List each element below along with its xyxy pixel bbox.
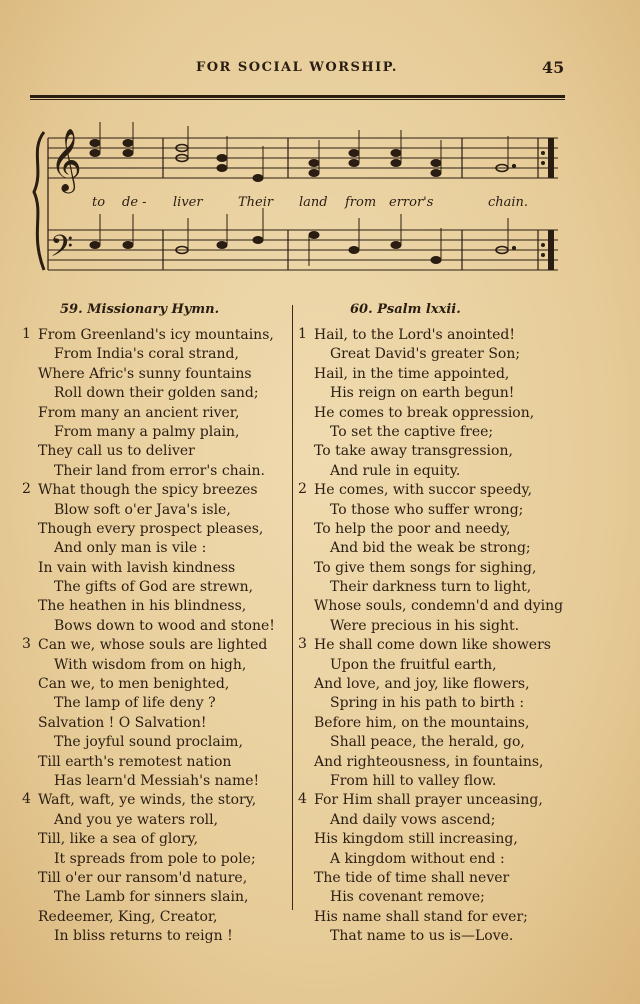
verse-line: From many a palmy plain,: [54, 423, 240, 440]
repeat-dot: [541, 243, 545, 247]
verse-line: Salvation ! O Salvation!: [38, 714, 207, 731]
bass-clef: 𝄢: [50, 230, 74, 271]
repeat-dot: [541, 161, 545, 165]
bass-staff: [48, 230, 558, 270]
verse-line: Waft, waft, ye winds, the story,: [38, 792, 257, 809]
running-head: [0, 58, 640, 82]
stanza: [298, 326, 598, 481]
note: [431, 170, 441, 177]
verse-line: From Greenland's icy mountains,: [38, 327, 274, 343]
verse-line: Spring in his path to birth :: [330, 695, 525, 712]
final-barline-treble: [548, 138, 554, 178]
verse-line: And only man is vile :: [54, 540, 207, 557]
note: [90, 150, 100, 157]
verse-line: To take away transgression,: [314, 443, 513, 460]
stanza: [22, 481, 290, 636]
note: [309, 232, 319, 239]
verse-line: It spreads from pole to pole;: [54, 850, 256, 867]
verse-line: To give them songs for sighing,: [314, 559, 537, 576]
hymn-60: [298, 300, 598, 947]
stanza: [22, 791, 290, 946]
verse-line: To those who suffer wrong;: [330, 501, 524, 518]
hymn-title: 59. Missionary Hymn.: [60, 302, 220, 317]
verse-line: To help the poor and needy,: [314, 520, 511, 537]
lyric-syllable: error's: [389, 195, 434, 210]
note: [349, 247, 359, 254]
verse-line: With wisdom from on high,: [54, 656, 247, 673]
verse-line: Their land from error's chain.: [54, 462, 265, 479]
lyric-syllable: Their: [238, 195, 274, 210]
verse-line: Till earth's remotest nation: [38, 753, 232, 770]
system-brace: [34, 132, 44, 270]
lyric-syllable: to: [92, 195, 106, 210]
verse-line: Has learn'd Messiah's name!: [54, 772, 260, 789]
verse-line: Whose souls, condemn'd and dying: [314, 598, 564, 615]
repeat-dot: [541, 253, 545, 257]
verse-line: The heathen in his blindness,: [38, 598, 247, 615]
hymn-59: [22, 300, 290, 947]
stanza-number: 2: [298, 481, 307, 498]
verse-line: To set the captive free;: [330, 423, 494, 440]
verse-line: Though every prospect pleases,: [38, 520, 264, 537]
stanza: [298, 481, 598, 636]
stanza-number: 4: [298, 791, 307, 808]
verse-line: And bid the weak be strong;: [330, 540, 531, 557]
verse-line: Till, like a sea of glory,: [38, 831, 199, 848]
final-barline-bass: [548, 230, 554, 270]
header-rule: [30, 95, 565, 98]
header-rule-thin: [30, 99, 565, 100]
note: [309, 170, 319, 177]
verse-line: His kingdom still increasing,: [314, 831, 518, 848]
verse-line: And you ye waters roll,: [54, 811, 219, 828]
verse-line: And rule in equity.: [330, 462, 461, 479]
verse-line: Can we, to men benighted,: [38, 676, 230, 693]
stanza: [22, 636, 290, 791]
note: [391, 150, 401, 157]
verse-line: Roll down their golden sand;: [54, 385, 259, 402]
verse-line: His name shall stand for ever;: [314, 908, 528, 925]
verse-line: His reign on earth begun!: [330, 385, 515, 402]
verse-line: Hail, to the Lord's anointed!: [314, 327, 515, 343]
verse-line: In vain with lavish kindness: [38, 559, 236, 576]
verse-line: His covenant remove;: [330, 889, 485, 906]
stanza-number: 4: [22, 791, 31, 808]
note: [123, 140, 133, 147]
note: [90, 242, 100, 249]
note: [253, 175, 263, 182]
verse-line: They call us to deliver: [38, 443, 195, 460]
verse-line: He comes, with succor speedy,: [314, 482, 533, 499]
lyric-syllable: land: [299, 195, 328, 210]
verse-line: Blow soft o'er Java's isle,: [54, 501, 231, 518]
note: [391, 160, 401, 167]
note: [123, 150, 133, 157]
running-title: FOR SOCIAL WORSHIP.: [196, 60, 398, 75]
verse-line: From India's coral strand,: [54, 346, 239, 363]
verse-line: The lamp of life deny ?: [54, 695, 216, 712]
stanza-number: 1: [298, 326, 307, 342]
lyric-syllable: chain.: [488, 195, 529, 210]
note: [309, 160, 319, 167]
note: [431, 160, 441, 167]
verse-line: Great David's greater Son;: [330, 346, 521, 363]
note: [123, 242, 133, 249]
treble-notes: [90, 122, 516, 182]
lyric-syllable: from: [345, 195, 377, 210]
stanza: [22, 326, 290, 481]
stanza-number: 3: [22, 636, 31, 653]
verse-line: Till o'er our ransom'd nature,: [38, 869, 248, 886]
lyric-syllable: de -: [122, 195, 147, 210]
bass-notes: [90, 208, 516, 266]
verse-line: From hill to valley flow.: [330, 772, 497, 789]
note: [391, 242, 401, 249]
verse-line: Redeemer, King, Creator,: [38, 908, 218, 925]
verse-line: A kingdom without end :: [330, 850, 505, 867]
repeat-dot: [541, 151, 545, 155]
lyric-syllable: liver: [173, 195, 203, 210]
note: [349, 160, 359, 167]
verse-line: In bliss returns to reign !: [54, 928, 233, 945]
stanza: [298, 791, 598, 946]
stanza-number: 1: [22, 326, 31, 342]
stanza-number: 2: [22, 481, 31, 498]
verse-line: For Him shall prayer unceasing,: [314, 792, 543, 809]
verse-line: Upon the fruitful earth,: [330, 656, 497, 673]
stanza: [298, 636, 598, 791]
note: [431, 257, 441, 264]
verse-line: The joyful sound proclaim,: [54, 734, 243, 751]
verse-line: The tide of time shall never: [314, 869, 510, 886]
verse-line: What though the spicy breezes: [38, 482, 258, 499]
verse-line: The gifts of God are strewn,: [54, 579, 254, 596]
verse-line: He comes to break oppression,: [314, 404, 535, 421]
verse-line: Were precious in his sight.: [330, 617, 520, 634]
verse-line: And daily vows ascend;: [330, 811, 496, 828]
verse-line: Hail, in the time appointed,: [314, 365, 510, 382]
note: [217, 165, 227, 172]
note: [217, 242, 227, 249]
verse-line: Where Afric's sunny fountains: [38, 365, 252, 382]
verse-line: And righteousness, in fountains,: [314, 753, 544, 770]
column-divider: [292, 305, 293, 910]
note: [217, 155, 227, 162]
verse-line: Can we, whose souls are lighted: [38, 637, 268, 654]
verse-line: That name to us is—Love.: [330, 928, 514, 945]
verse-line: The Lamb for sinners slain,: [54, 889, 249, 906]
verse-line: And love, and joy, like flowers,: [314, 676, 530, 693]
verse-line: Bows down to wood and stone!: [54, 617, 275, 634]
verse-line: He shall come down like showers: [314, 637, 551, 654]
verse-line: Their darkness turn to light,: [330, 579, 532, 596]
stanza-number: 3: [298, 636, 307, 653]
treble-clef: 𝄞: [50, 128, 82, 191]
note: [90, 140, 100, 147]
verse-line: From many an ancient river,: [38, 404, 240, 421]
hymn-title: 60. Psalm lxxii.: [350, 302, 461, 317]
page-number: 45: [542, 58, 565, 77]
note: [349, 150, 359, 157]
note: [253, 237, 263, 244]
verse-line: Before him, on the mountains,: [314, 714, 530, 731]
verse-line: Shall peace, the herald, go,: [330, 734, 525, 751]
